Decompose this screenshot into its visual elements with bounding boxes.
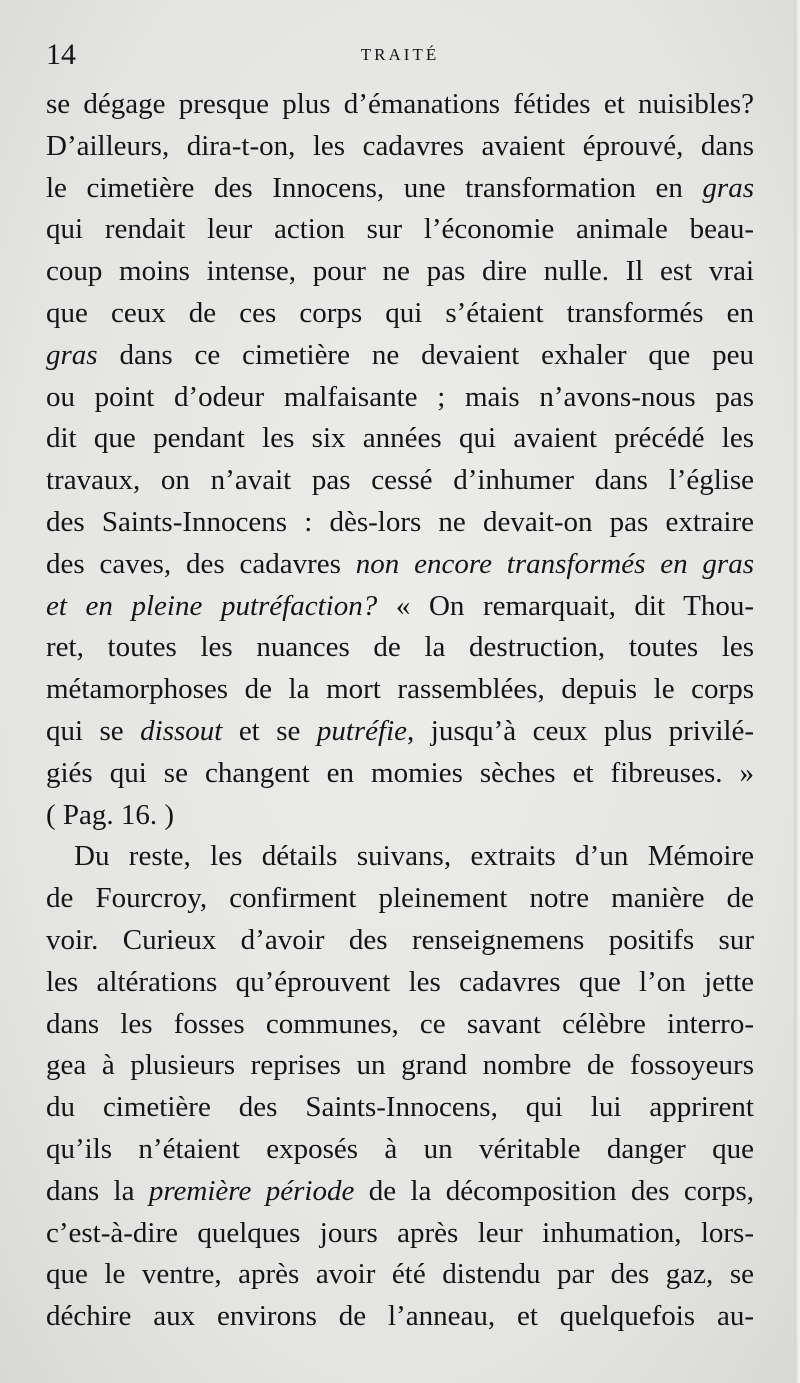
page-header	[46, 38, 754, 72]
text-run: , jusqu’à ceux plus privilé-	[407, 714, 754, 747]
text-line: se dégage presque plus d’émanations fétides et nuisibles?	[46, 88, 754, 120]
text-line: métamorphoses de la mort rassemblées, depuis le corps	[46, 673, 754, 706]
text-run: qui se	[46, 714, 141, 747]
page-edge	[794, 0, 800, 1383]
text-line: des Saints-Innocens : dès-lors ne devait-on pas extraire	[46, 505, 754, 538]
body-text	[46, 84, 754, 1338]
text-run: de la décomposition des corps,	[354, 1174, 754, 1207]
italic-text: et en pleine putréfaction?	[46, 589, 378, 622]
text-line: c’est-à-dire quelques jours après leur inhumation, lors-	[46, 1216, 754, 1249]
text-line: qu’ils n’étaient exposés à un véritable danger que	[46, 1132, 754, 1165]
text-line	[46, 711, 754, 753]
italic-text: gras	[46, 338, 98, 371]
text-line: giés qui se changent en momies sèches et fibreuses. »	[46, 756, 754, 789]
text-line: coup moins intense, pour ne pas dire nulle. Il est vrai	[46, 255, 754, 288]
text-line: voir. Curieux d’avoir des renseignemens positifs sur	[46, 923, 754, 956]
italic-text: dissout	[140, 714, 223, 747]
text-run: dans la	[46, 1174, 149, 1207]
text-line: que le ventre, après avoir été distendu par des gaz, se	[46, 1258, 754, 1291]
text-run: et se	[222, 714, 317, 747]
text-line: dit que pendant les six années qui avaient précédé les	[46, 422, 754, 455]
text-line: du cimetière des Saints-Innocens, qui lui apprirent	[46, 1091, 754, 1124]
italic-text: gras	[702, 171, 754, 204]
italic-text: non encore transformés en gras	[355, 547, 754, 580]
text-line: les altérations qu’éprouvent les cadavres que l’on jette	[46, 965, 754, 998]
italic-text: putréfie	[316, 714, 408, 747]
text-run: « On remarquait, dit Thou-	[377, 589, 754, 622]
text-line	[46, 586, 754, 628]
text-line: déchire aux environs de l’anneau, et quelquefois au-	[46, 1300, 754, 1333]
text-line: qui rendait leur action sur l’économie animale beau-	[46, 213, 754, 246]
italic-text: première période	[148, 1174, 355, 1207]
text-line	[46, 1171, 754, 1213]
text-line	[46, 335, 754, 377]
text-line: ret, toutes les nuances de la destruction, toutes les	[46, 631, 754, 664]
running-head: TRAITÉ	[360, 45, 440, 64]
text-line: que ceux de ces corps qui s’étaient transformés en	[46, 296, 754, 329]
text-run: le cimetière des Innocens, une transformation en	[46, 171, 703, 204]
text-line: de Fourcroy, confirment pleinement notre manière de	[46, 882, 754, 915]
text-line: Du reste, les détails suivans, extraits d’un Mémoire	[74, 840, 754, 873]
text-line: dans les fosses communes, ce savant célèbre interro-	[46, 1007, 754, 1040]
text-line: ou point d’odeur malfaisante ; mais n’avons-nous pas	[46, 380, 754, 413]
text-line	[46, 168, 754, 210]
text-line	[46, 544, 754, 586]
page-number: 14	[46, 38, 76, 71]
text-run: dans ce cimetière ne devaient exhaler que peu	[97, 338, 754, 371]
text-run: des caves, des cadavres	[46, 547, 356, 580]
text-line: gea à plusieurs reprises un grand nombre de fossoyeurs	[46, 1049, 754, 1082]
text-line: travaux, on n’avait pas cessé d’inhumer dans l’église	[46, 464, 754, 497]
text-line: ( Pag. 16. )	[46, 798, 175, 831]
text-line: D’ailleurs, dira-t-on, les cadavres avaient éprouvé, dans	[46, 129, 754, 162]
